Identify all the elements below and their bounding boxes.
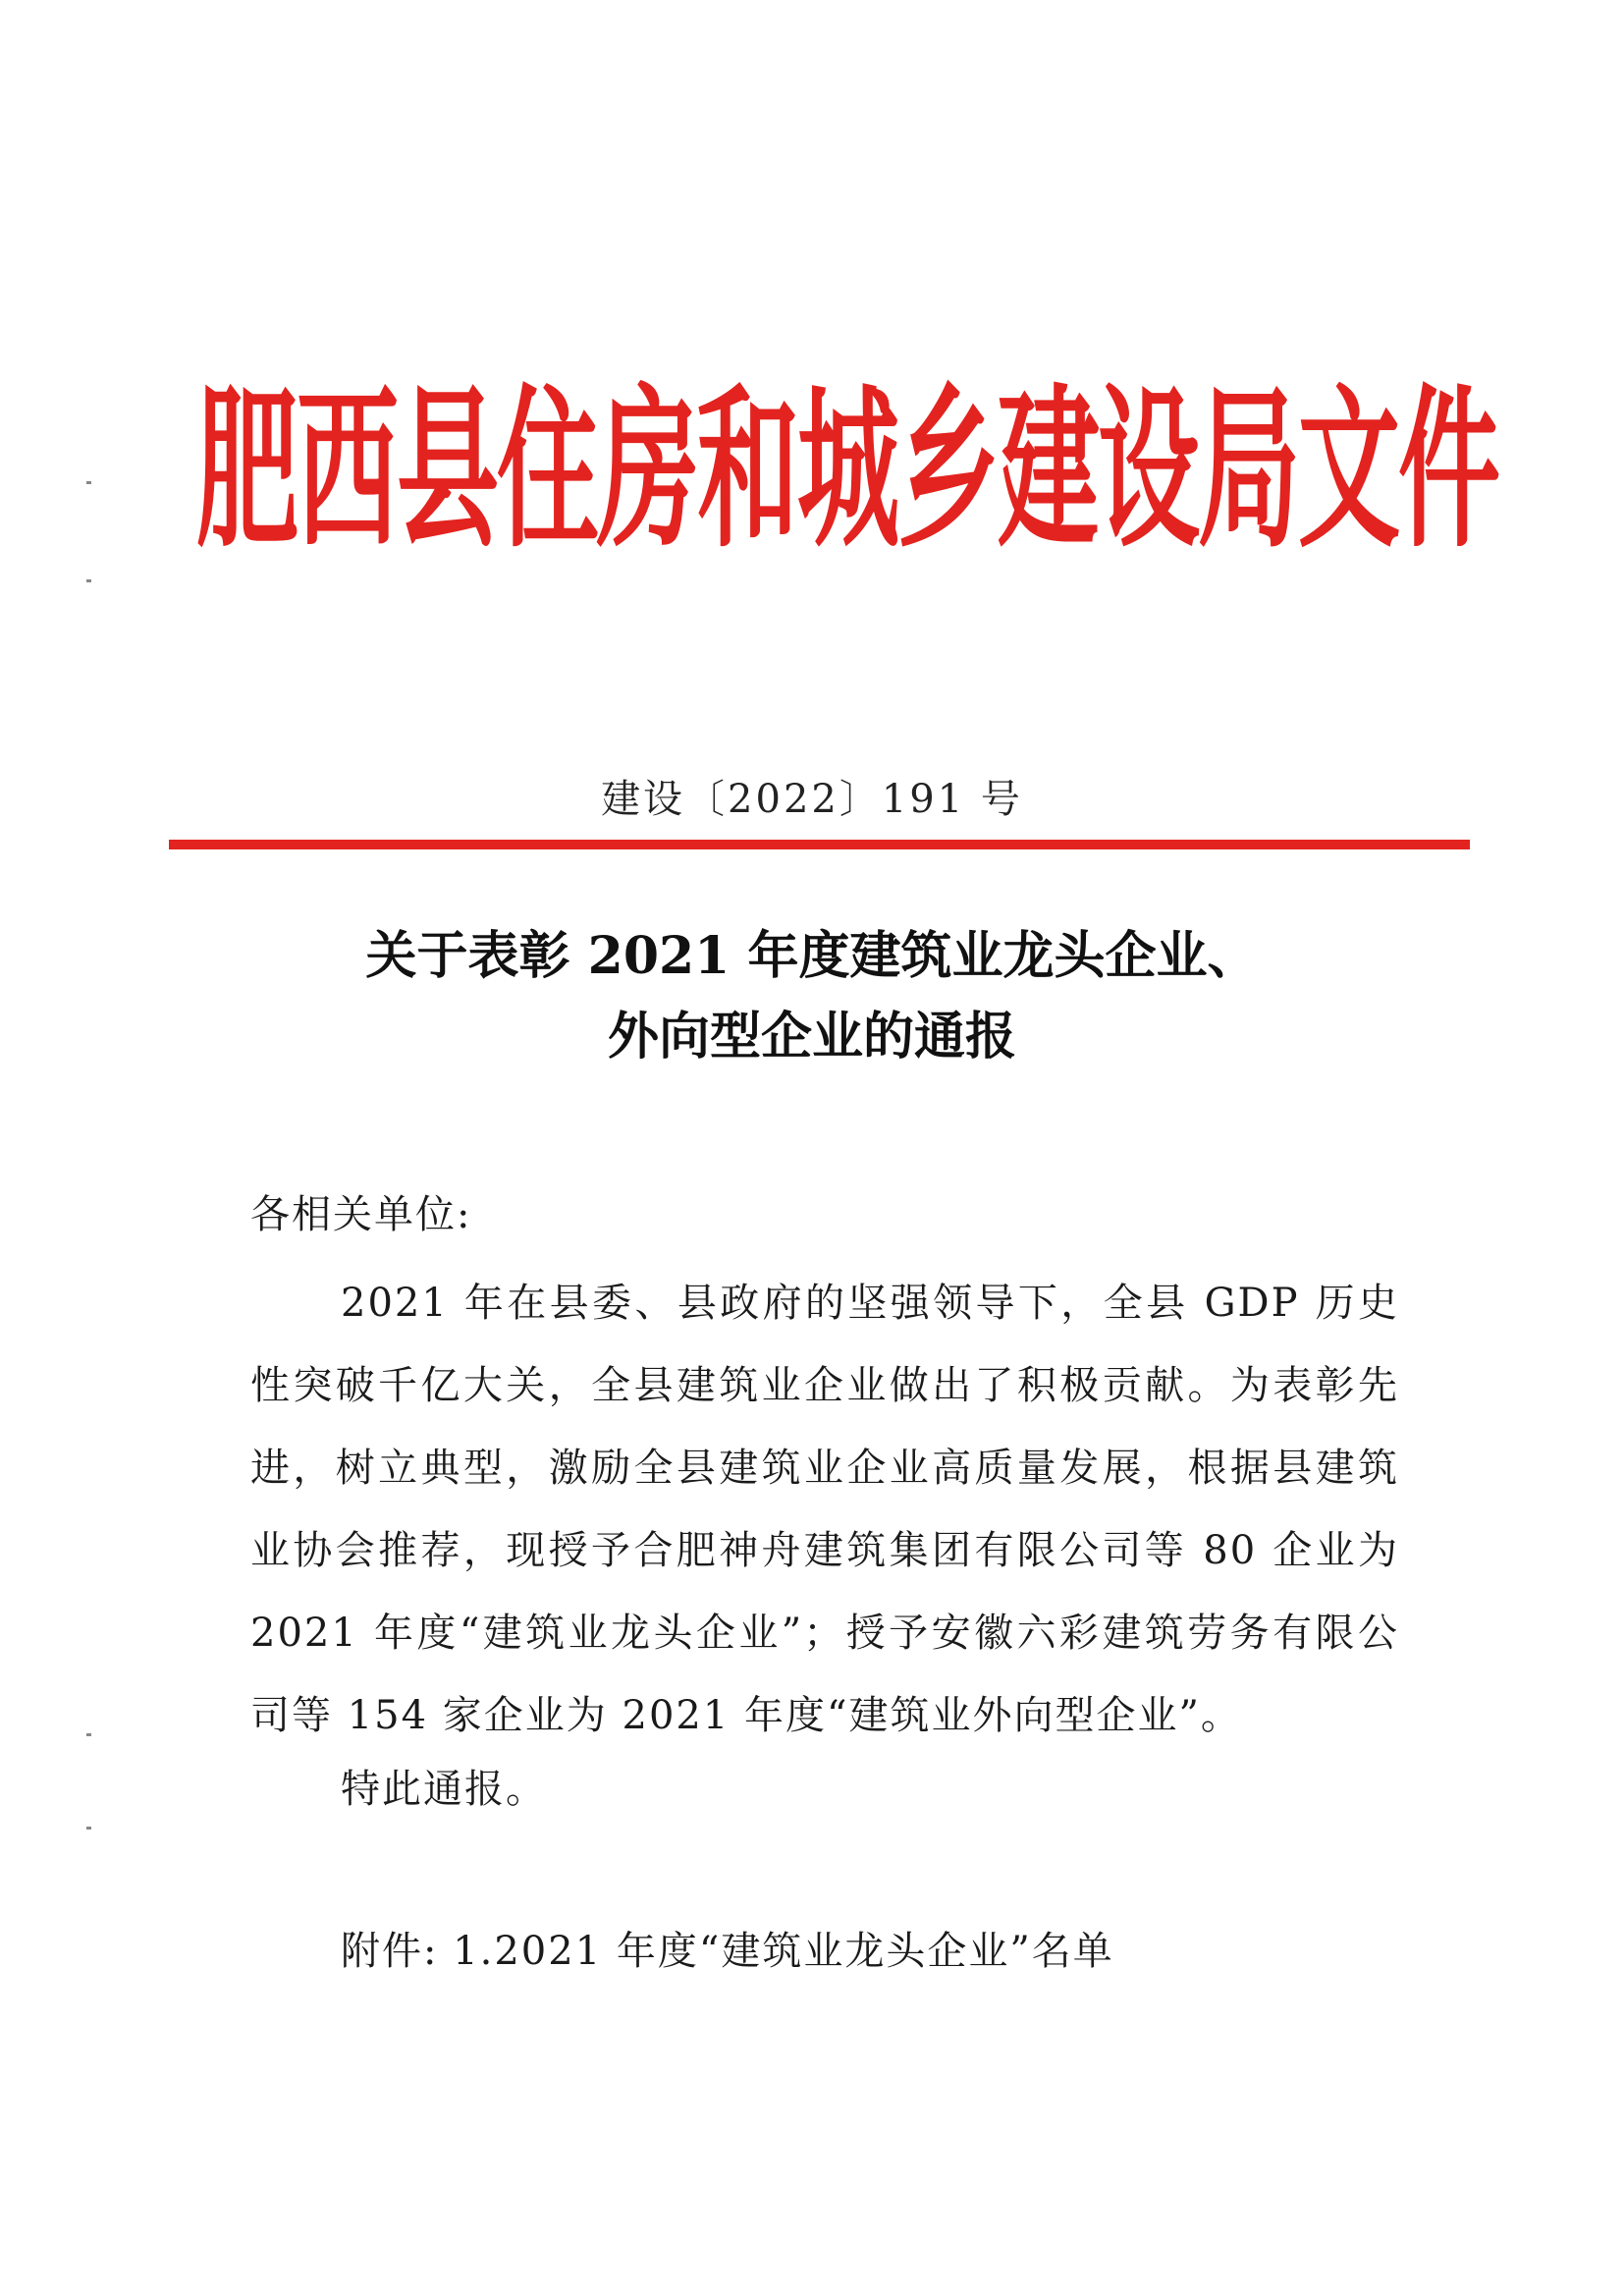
salutation: 各相关单位: bbox=[250, 1192, 472, 1237]
margin-mark bbox=[86, 579, 91, 582]
attachment-line: 附件: 1.2021 年度“建筑业龙头企业”名单 bbox=[341, 1929, 1114, 1974]
document-title-line-1: 关于表彰 2021 年度建筑业龙头企业、 bbox=[365, 926, 1259, 986]
body-paragraph: 2021 年在县委、县政府的坚强领导下，全县 GDP 历史性突破千亿大关，全县建筑业企业做出了积极贡献。为表彰先进，树立典型，激励全县建筑业企业高质量发展，根据县建筑业协会推荐，现授予合肥神舟建筑集团有限公司等 80 企业为 2021 年度“建筑业龙头企业”；授予安徽六彩建筑劳务有限公司等 154 家企业为 2021 年度“建筑业外向型企业”。 bbox=[250, 1281, 1399, 1738]
margin-mark bbox=[86, 481, 91, 484]
closing-line: 特此通报。 bbox=[341, 1767, 547, 1812]
red-divider-rule bbox=[169, 840, 1470, 849]
document-number: 建设〔2022〕191 号 bbox=[601, 777, 1023, 822]
masthead-title: 肥西县住房和城乡建设局文件 bbox=[196, 367, 1499, 573]
document-title-line-2: 外向型企业的通报 bbox=[607, 1007, 1016, 1066]
margin-mark bbox=[86, 1733, 91, 1736]
margin-mark bbox=[86, 1827, 91, 1830]
